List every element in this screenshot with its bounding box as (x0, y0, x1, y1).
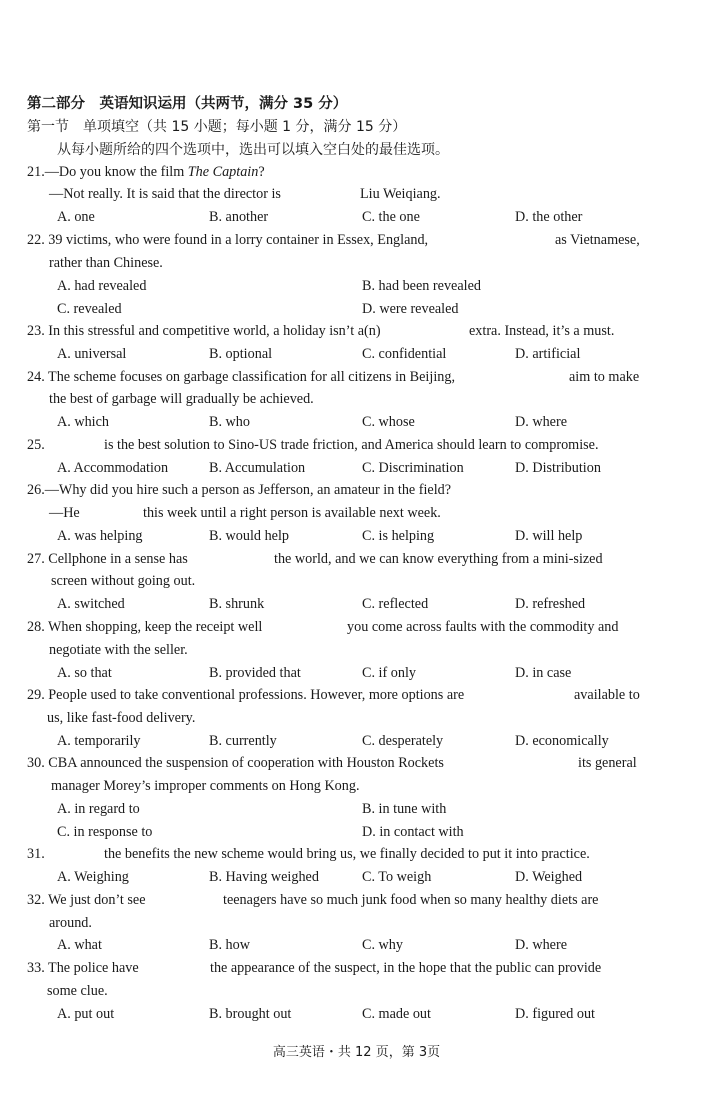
question-text: Liu Weiqiang. (360, 186, 441, 202)
question-number: 24. (27, 369, 45, 385)
question-number: 33. (27, 960, 45, 976)
option-a[interactable]: A. was helping (57, 528, 143, 544)
page-footer: 高三英语・共 12 页，第 3页 (272, 1045, 441, 1060)
option-a[interactable]: A. what (57, 937, 102, 953)
question-text: ? (258, 164, 265, 180)
question-number: 30. (27, 755, 45, 771)
question-text: this week until a right person is available next week. (143, 505, 441, 521)
question-text: —Not really. It is said that the director is (49, 186, 281, 202)
option-c[interactable]: C. is helping (362, 528, 435, 544)
option-a[interactable]: A. temporarily (57, 733, 141, 749)
option-c[interactable]: C. reflected (362, 596, 429, 612)
option-d[interactable]: D. the other (515, 209, 583, 225)
option-d[interactable]: D. Distribution (515, 460, 601, 476)
option-c[interactable]: C. made out (362, 1006, 431, 1022)
option-a[interactable]: A. switched (57, 596, 125, 612)
question-text: CBA announced the suspension of cooperation with Houston Rockets (48, 755, 444, 771)
option-a[interactable]: A. one (57, 209, 95, 225)
option-b[interactable]: B. optional (209, 346, 273, 362)
question-text: the world, and we can know everything from a mini-sized (274, 551, 603, 567)
question-text: In this stressful and competitive world, a holiday isn’t a(n) (48, 323, 381, 339)
question-text: aim to make (569, 369, 640, 385)
option-d[interactable]: D. artificial (515, 346, 581, 362)
option-b[interactable]: B. provided that (209, 665, 301, 681)
question-text: the appearance of the suspect, in the hope that the public can provide (210, 960, 602, 976)
question-number: 23. (27, 323, 45, 339)
option-c[interactable]: C. desperately (362, 733, 444, 749)
question-text: screen without going out. (51, 573, 196, 589)
option-d[interactable]: D. refreshed (515, 596, 586, 612)
question-text: rather than Chinese. (49, 255, 163, 271)
instructions: 从每小题所给的四个选项中，选出可以填入空白处的最佳选项。 (57, 142, 449, 158)
option-b[interactable]: B. Having weighed (209, 869, 319, 885)
option-d[interactable]: D. in contact with (362, 824, 464, 840)
question-text: 39 victims, who were found in a lorry container in Essex, England, (48, 232, 429, 248)
option-b[interactable]: B. how (209, 937, 250, 953)
question-number: 29. (27, 687, 45, 703)
question-text: extra. Instead, it’s a must. (469, 323, 615, 339)
option-d[interactable]: D. will help (515, 528, 583, 544)
option-a[interactable]: A. which (57, 414, 110, 430)
option-a[interactable]: A. in regard to (57, 801, 140, 817)
question-text: teenagers have so much junk food when so many healthy diets are (223, 892, 599, 908)
question-text: you come across faults with the commodity and (347, 619, 619, 635)
question-number: 32. (27, 892, 45, 908)
question-number: 26. (27, 482, 45, 498)
option-b[interactable]: B. who (209, 414, 250, 430)
option-b[interactable]: B. Accumulation (209, 460, 306, 476)
question-text: The scheme focuses on garbage classification for all citizens in Beijing, (48, 369, 455, 385)
question-text: around. (49, 915, 92, 931)
option-d[interactable]: D. Weighed (515, 869, 583, 885)
option-c[interactable]: C. Discrimination (362, 460, 464, 476)
option-c[interactable]: C. if only (362, 665, 416, 681)
question-number: 28. (27, 619, 45, 635)
question-number: 31. (27, 846, 45, 862)
section-title: 第一节 单项填空（共 15 小题；每小题 1 分，满分 15 分） (27, 119, 407, 135)
question-text: is the best solution to Sino-US trade friction, and America should learn to compromise. (104, 437, 599, 453)
question-text: When shopping, keep the receipt well (48, 619, 263, 635)
film-title: The Captain (187, 164, 259, 180)
question-text: —He (49, 505, 80, 521)
option-c[interactable]: C. revealed (57, 301, 122, 317)
option-b[interactable]: B. shrunk (209, 596, 265, 612)
question-text: as Vietnamese, (555, 232, 640, 248)
question-text: People used to take conventional professions. However, more options are (48, 687, 465, 703)
question-number: 21. (27, 164, 45, 180)
question-text: —Do you know the film (44, 164, 188, 180)
option-c[interactable]: C. whose (362, 414, 415, 430)
option-a[interactable]: A. had revealed (57, 278, 147, 294)
question-text: Cellphone in a sense has (48, 551, 188, 567)
question-text: the benefits the new scheme would bring us, we finally decided to put it into practice. (104, 846, 590, 862)
option-a[interactable]: A. Accommodation (57, 460, 169, 476)
question-text: —Why did you hire such a person as Jefferson, an amateur in the field? (44, 482, 452, 498)
option-b[interactable]: B. in tune with (362, 801, 447, 817)
option-d[interactable]: D. where (515, 414, 567, 430)
option-b[interactable]: B. brought out (209, 1006, 292, 1022)
option-c[interactable]: C. To weigh (362, 869, 432, 885)
option-c[interactable]: C. the one (362, 209, 420, 225)
question-text: available to (574, 687, 640, 703)
option-d[interactable]: D. where (515, 937, 567, 953)
option-c[interactable]: C. confidential (362, 346, 447, 362)
question-number: 25. (27, 437, 45, 453)
question-text: manager Morey’s improper comments on Hong Kong. (51, 778, 360, 794)
option-b[interactable]: B. another (209, 209, 269, 225)
question-text: The police have (48, 960, 139, 976)
question-text: its general (578, 755, 637, 771)
part-title: 第二部分 英语知识运用（共两节，满分 35 分） (27, 96, 348, 112)
option-a[interactable]: A. so that (57, 665, 112, 681)
question-text: some clue. (47, 983, 108, 999)
question-text: us, like fast-food delivery. (47, 710, 196, 726)
option-d[interactable]: D. in case (515, 665, 572, 681)
option-c[interactable]: C. why (362, 937, 403, 953)
option-b[interactable]: B. currently (209, 733, 277, 749)
option-a[interactable]: A. universal (57, 346, 127, 362)
option-b[interactable]: B. would help (209, 528, 289, 544)
option-c[interactable]: C. in response to (57, 824, 153, 840)
option-d[interactable]: D. were revealed (362, 301, 459, 317)
question-text: negotiate with the seller. (49, 642, 188, 658)
option-a[interactable]: A. Weighing (57, 869, 129, 885)
question-number: 27. (27, 551, 45, 567)
question-number: 22. (27, 232, 45, 248)
question-text: We just don’t see (48, 892, 146, 908)
option-d[interactable]: D. economically (515, 733, 609, 749)
option-a[interactable]: A. put out (57, 1006, 115, 1022)
option-d[interactable]: D. figured out (515, 1006, 595, 1022)
option-b[interactable]: B. had been revealed (362, 278, 481, 294)
question-text: the best of garbage will gradually be achieved. (49, 391, 314, 407)
